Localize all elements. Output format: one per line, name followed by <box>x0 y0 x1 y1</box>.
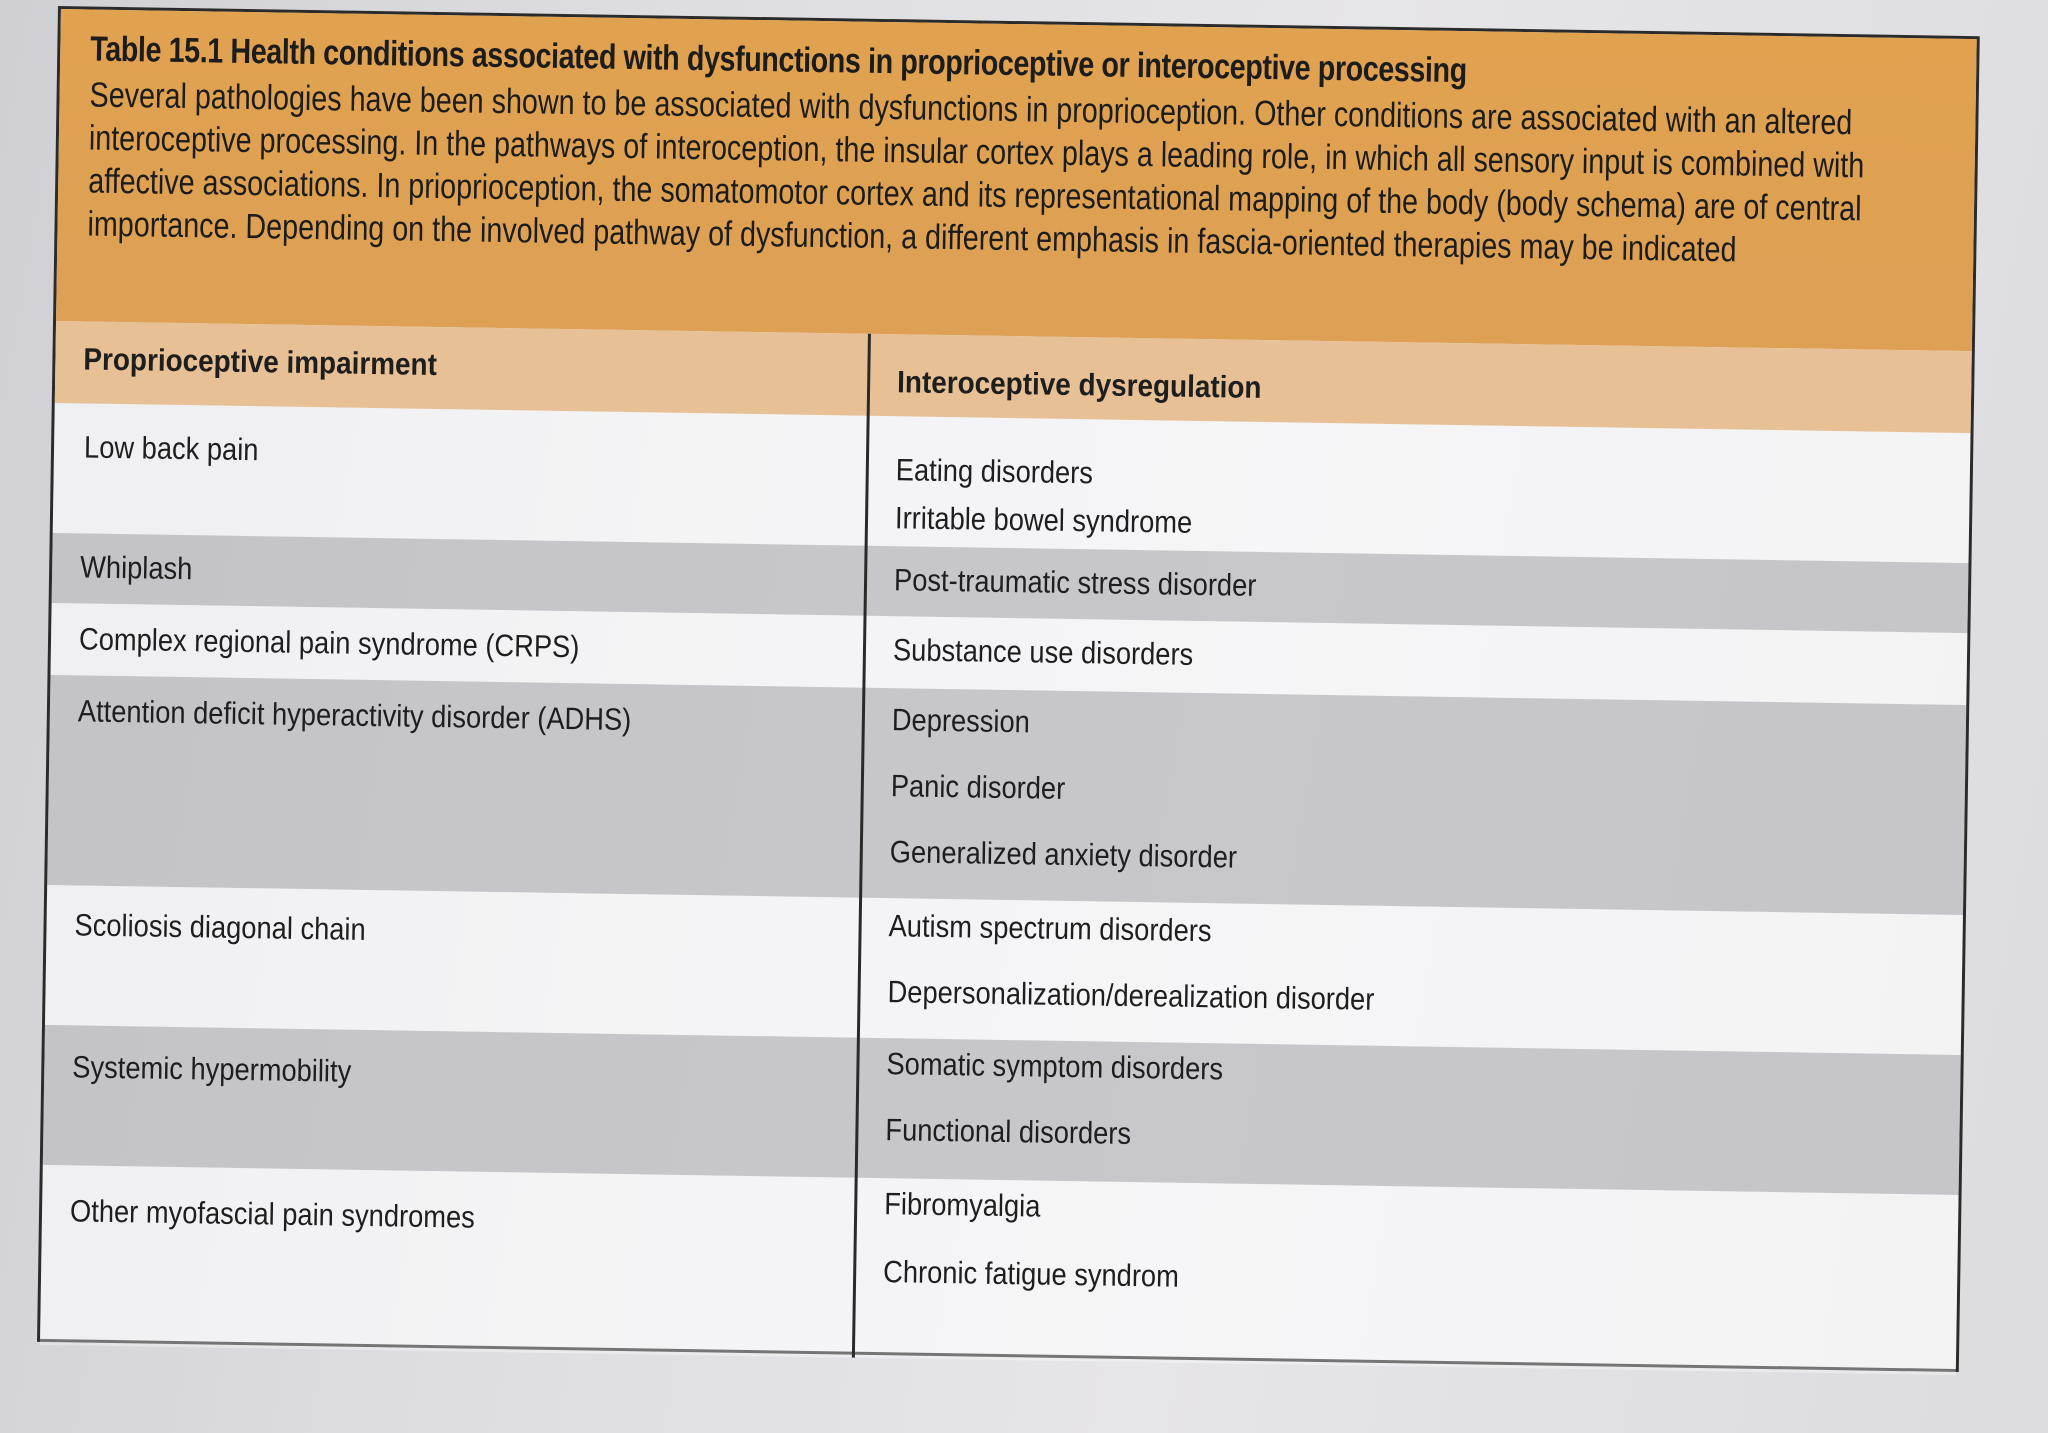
interoceptive-item: Eating disorders <box>895 452 1094 491</box>
interoceptive-item: Somatic symptom disorders <box>886 1046 1224 1087</box>
interoceptive-item: Depersonalization/derealization disorder <box>887 974 1375 1017</box>
interoceptive-item: Depression <box>891 702 1031 740</box>
proprioceptive-item: Scoliosis diagonal chain <box>74 907 366 947</box>
interoceptive-item: Functional disorders <box>885 1112 1132 1151</box>
interoceptive-item: Irritable bowel syndrome <box>894 500 1193 540</box>
table-description: Several pathologies have been shown to be associated with dysfunctions in proprioception. Other conditions are associated with an altered interoceptive processing. In the pathways of interoception, the insular cortex plays a leading role, in which all sensory input is combined with affective associations. In priopriocеption, the somatomotor cortex and its representational mapping of the body (body schema) are of central importance. Depending on the involved pathway of dysfunction, a different emphasis in fascia-oriented therapies may be indicated <box>87 75 1865 270</box>
proprioceptive-item: Complex regional pain syndrome (CRPS) <box>78 621 580 665</box>
proprioceptive-item: Attention deficit hyperactivity disorder (ADHS) <box>77 693 632 738</box>
table-caption <box>56 9 1977 351</box>
header-proprioceptive: Proprioceptive impairment <box>83 341 438 382</box>
interoceptive-item: Post-traumatic stress disorder <box>893 562 1257 603</box>
interoceptive-item: Substance use disorders <box>892 632 1194 672</box>
table-15-1 <box>37 6 1980 1372</box>
header-interoceptive: Interoceptive dysregulation <box>896 364 1262 405</box>
interoceptive-item: Fibromyalgia <box>884 1186 1041 1224</box>
interoceptive-item: Chronic fatigue syndrom <box>882 1254 1180 1294</box>
proprioceptive-item: Systemic hypermobility <box>72 1049 352 1089</box>
proprioceptive-item: Whiplash <box>79 549 193 587</box>
proprioceptive-item: Low back pain <box>83 429 259 468</box>
interoceptive-item: Panic disorder <box>890 768 1066 806</box>
proprioceptive-item: Other myofascial pain syndromes <box>69 1193 476 1235</box>
interoceptive-item: Generalized anxiety disorder <box>889 834 1238 875</box>
interoceptive-item: Autism spectrum disorders <box>888 908 1212 949</box>
table-title: Table 15.1 Health conditions associated with dysfunctions in proprioceptive or interoceptive processing <box>90 29 1468 91</box>
